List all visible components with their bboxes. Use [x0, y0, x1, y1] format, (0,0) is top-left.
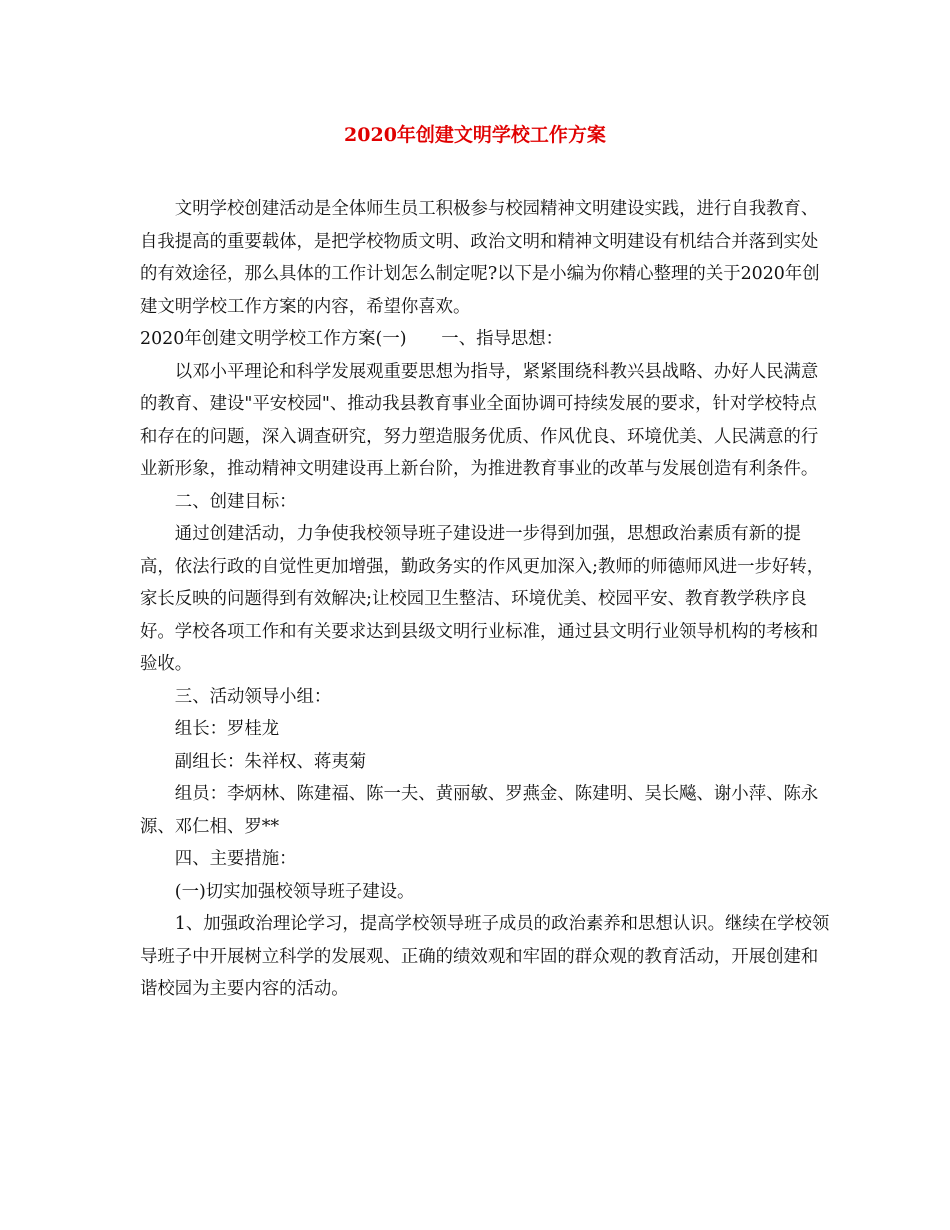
document-body	[140, 193, 830, 1006]
section-heading-measures: 四、主要措施：	[174, 849, 297, 869]
intro-paragraph: 文明学校创建活动是全体师生员工积极参与校园精神文明建设实践，进行自我教育、自我提高的重要载体，是把学校物质文明、政治文明和精神文明建设有机结合并落到实处的有效途径，那么具体的工作计划怎么制定呢?以下是小编为你精心整理的关于2020年创建文明学校工作方案的内容，希望你喜欢。	[140, 199, 820, 317]
deputy-leader-line: 副组长：朱祥权、蒋夷菊	[174, 751, 367, 772]
section-heading-plan-one: 2020年创建文明学校工作方案(一) 一、指导思想：	[140, 329, 564, 349]
group-members-paragraph: 组员：李炳林、陈建福、陈一夫、黄丽敏、罗燕金、陈建明、吴长飚、谢小萍、陈永源、邓仁相、罗**	[140, 784, 819, 837]
goals-paragraph: 通过创建活动，力争使我校领导班子建设进一步得到加强，思想政治素质有新的提高，依法行政的自觉性更加增强，勤政务实的作风更加深入;教师的师德师风进一步好转，家长反映的问题得到有效解决;让校园卫生整洁、环境优美、校园平安、教育教学秩序良好。学校各项工作和有关要求达到县级文明行业标准，通过县文明行业领导机构的考核和验收。	[140, 524, 825, 674]
measure-item-1-paragraph: 1、加强政治理论学习，提高学校领导班子成员的政治素养和思想认识。继续在学校领导班子中开展树立科学的发展观、正确的绩效观和牢固的群众观的教育活动，开展创建和谐校园为主要内容的活动。	[140, 914, 830, 999]
guiding-thought-paragraph: 以邓小平理论和科学发展观重要思想为指导，紧紧围绕科教兴县战略、办好人民满意的教育、建设"平安校园"、推动我县教育事业全面协调可持续发展的要求，针对学校特点和存在的问题，深入调查研究，努力塑造服务优质、作风优良、环境优美、人民满意的行业新形象，推动精神文明建设再上新台阶，为推进教育事业的改革与发展创造有利条件。	[140, 361, 819, 479]
document-title: 2020年创建文明学校工作方案	[344, 124, 606, 146]
section-heading-goals: 二、创建目标：	[174, 491, 297, 512]
subsection-heading-leadership: (一)切实加强校领导班子建设。	[174, 881, 415, 902]
group-leader-line: 组长：罗桂龙	[174, 719, 280, 739]
section-heading-leadership-group: 三、活动领导小组：	[174, 686, 332, 707]
